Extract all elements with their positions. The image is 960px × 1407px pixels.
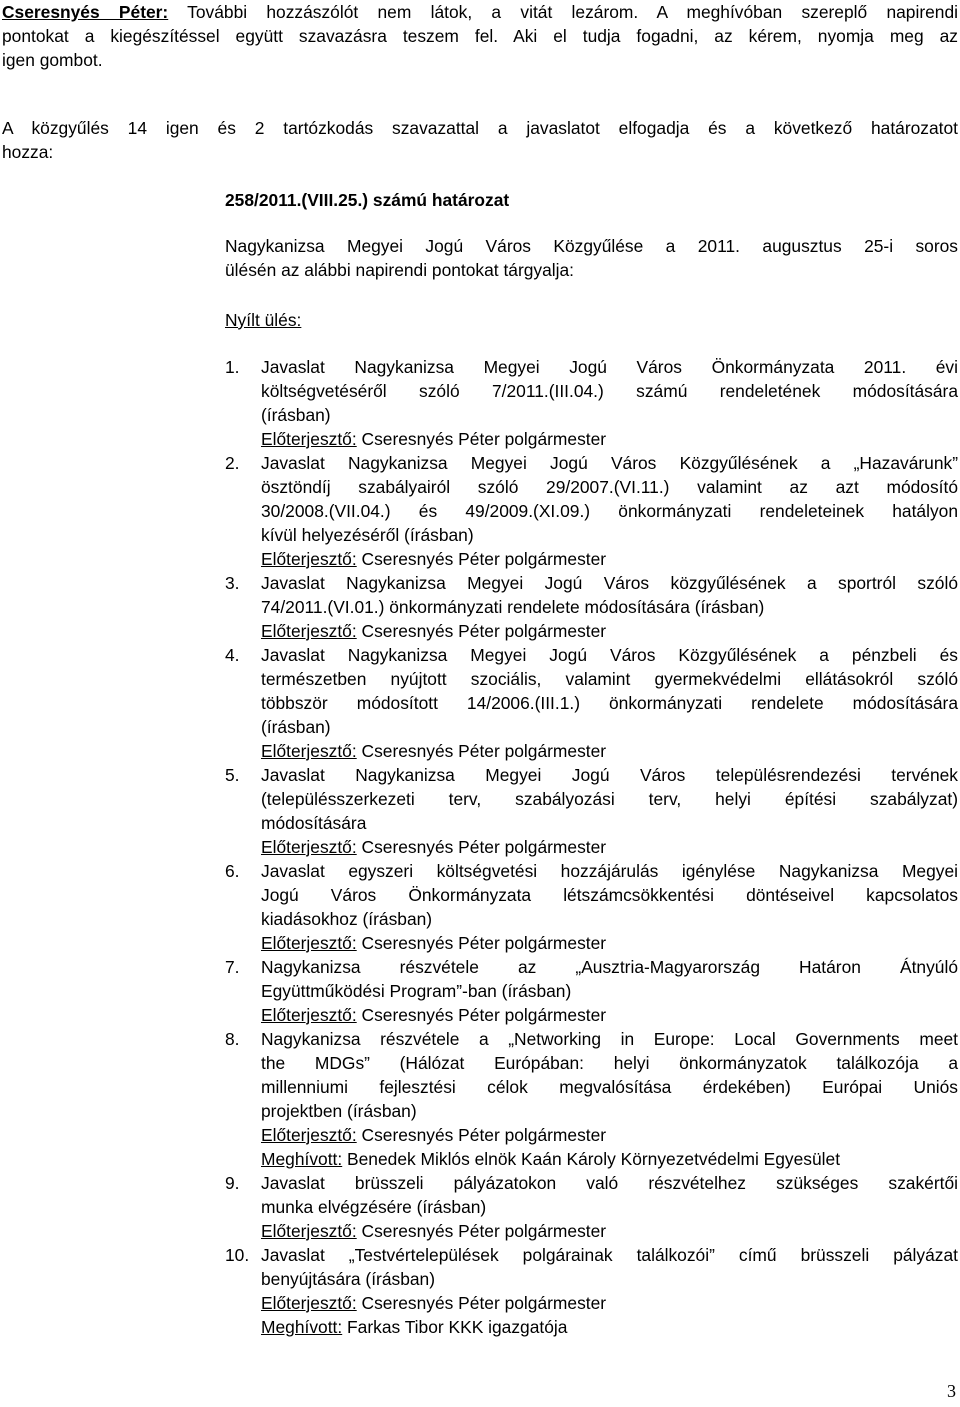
invited-name: Farkas Tibor KKK igazgatója xyxy=(342,1317,568,1337)
presenter-label: Előterjesztő: xyxy=(261,621,357,641)
agenda-item-line: Javaslat egyszeri költségvetési hozzájárulás igénylése Nagykanizsa Megyei xyxy=(261,861,958,881)
presenter-label: Előterjesztő: xyxy=(261,429,357,449)
agenda-item-line: Javaslat Nagykanizsa Megyei Jogú Város közgyűlésének a sportról szóló xyxy=(261,573,958,593)
invited-label: Meghívott: xyxy=(261,1317,343,1337)
agenda-item-line: természetben nyújtott szociális, valamint gyermekvédelmi ellátásokról szóló xyxy=(261,669,958,689)
agenda-item-line: kiadásokhoz (írásban) xyxy=(261,909,433,929)
agenda-item-line: Javaslat brüsszeli pályázatokon való részvételhez szükséges szakértői xyxy=(261,1173,958,1193)
agenda-item xyxy=(225,355,958,451)
presenter-name: Cseresnyés Péter polgármester xyxy=(356,429,607,449)
agenda-item-line: módosítására xyxy=(261,813,367,833)
invited-line xyxy=(261,1147,958,1171)
agenda-item xyxy=(225,451,958,571)
agenda-item-number: 2. xyxy=(225,453,240,473)
presenter-line xyxy=(261,1219,958,1243)
invited-name: Benedek Miklós elnök Kaán Károly Környezetvédelmi Egyesület xyxy=(342,1149,841,1169)
presenter-name: Cseresnyés Péter polgármester xyxy=(356,621,607,641)
resolution-title: 258/2011.(VIII.25.) számú határozat xyxy=(225,190,510,210)
invited-label: Meghívott: xyxy=(261,1149,343,1169)
presenter-name: Cseresnyés Péter polgármester xyxy=(356,1221,607,1241)
agenda-item-line: kívül helyezéséről (írásban) xyxy=(261,525,474,545)
agenda-list xyxy=(225,355,958,1339)
presenter-label: Előterjesztő: xyxy=(261,933,357,953)
agenda-item-line: millenniumi fejlesztési célok megvalósítása érdekében) Európai Uniós xyxy=(261,1077,958,1097)
presenter-label: Előterjesztő: xyxy=(261,1293,357,1313)
agenda-item-number: 8. xyxy=(225,1029,240,1049)
vote-line: A közgyűlés 14 igen és 2 tartózkodás szavazattal a javaslatot elfogadja és a következő határozatot xyxy=(2,118,958,138)
presenter-name: Cseresnyés Péter polgármester xyxy=(356,1125,607,1145)
intro-paragraph xyxy=(2,0,958,72)
agenda-item-line: (településszerkezeti terv, szabályozási terv, helyi építési szabályzat) xyxy=(261,789,958,809)
presenter-line xyxy=(261,547,958,571)
agenda-item xyxy=(225,643,958,763)
agenda-item xyxy=(225,1243,958,1339)
agenda-item-line: (írásban) xyxy=(261,405,331,425)
session-label: Nyílt ülés: xyxy=(225,310,302,330)
resolution-body xyxy=(225,234,958,282)
presenter-name: Cseresnyés Péter polgármester xyxy=(356,837,607,857)
agenda-item-line: Együttműködési Program”-ban (írásban) xyxy=(261,981,572,1001)
agenda-item-number: 1. xyxy=(225,357,240,377)
intro-line: Cseresnyés Péter: További hozzászólót nem látok, a vitát lezárom. A meghívóban szereplő napirendi xyxy=(2,2,958,22)
presenter-label: Előterjesztő: xyxy=(261,741,357,761)
agenda-item-line: Javaslat Nagykanizsa Megyei Jogú Város Közgyűlésének a pénzbeli és xyxy=(261,645,958,665)
agenda-item-number: 3. xyxy=(225,573,240,593)
presenter-label: Előterjesztő: xyxy=(261,1221,357,1241)
page-number: 3 xyxy=(947,1381,956,1401)
agenda-item-line: (írásban) xyxy=(261,717,331,737)
agenda-item-line: projektben (írásban) xyxy=(261,1101,417,1121)
presenter-label: Előterjesztő: xyxy=(261,1125,357,1145)
agenda-item xyxy=(225,571,958,643)
intro-line: igen gombot. xyxy=(2,50,103,70)
vote-line: hozza: xyxy=(2,142,54,162)
resolution-line: ülésén az alábbi napirendi pontokat tárgyalja: xyxy=(225,260,575,280)
resolution-line: Nagykanizsa Megyei Jogú Város Közgyűlése a 2011. augusztus 25-i soros xyxy=(225,236,958,256)
presenter-line xyxy=(261,1291,958,1315)
agenda-item-line: Nagykanizsa részvétele az „Ausztria-Magyarország Határon Átnyúló xyxy=(261,957,958,977)
presenter-line xyxy=(261,427,958,451)
agenda-item xyxy=(225,859,958,955)
agenda-item-line: Jogú Város Önkormányzata létszámcsökkentési döntéseivel kapcsolatos xyxy=(261,885,958,905)
presenter-line xyxy=(261,739,958,763)
agenda-item-line: Javaslat Nagykanizsa Megyei Jogú Város Közgyűlésének a „Hazavárunk” xyxy=(261,453,958,473)
agenda-item-number: 4. xyxy=(225,645,240,665)
agenda-item-line: Javaslat Nagykanizsa Megyei Jogú Város Önkormányzata 2011. évi xyxy=(261,357,958,377)
agenda-item-line: benyújtására (írásban) xyxy=(261,1269,435,1289)
agenda-item-number: 5. xyxy=(225,765,240,785)
speaker-name: Cseresnyés Péter: xyxy=(2,2,169,22)
presenter-line xyxy=(261,619,958,643)
agenda-item-number: 7. xyxy=(225,957,240,977)
agenda-item-line: munka elvégzésére (írásban) xyxy=(261,1197,487,1217)
agenda-item xyxy=(225,955,958,1027)
intro-line: pontokat a kiegészítéssel együtt szavazásra teszem fel. Aki el tudja fogadni, az kérem, nyomja meg az xyxy=(2,26,958,46)
presenter-name: Cseresnyés Péter polgármester xyxy=(356,549,607,569)
vote-paragraph xyxy=(2,116,958,164)
presenter-line xyxy=(261,1003,958,1027)
agenda-item-line: Nagykanizsa részvétele a „Networking in Europe: Local Governments meet xyxy=(261,1029,958,1049)
presenter-name: Cseresnyés Péter polgármester xyxy=(356,1005,607,1025)
agenda-item-line: ösztöndíj szabályairól szóló 29/2007.(VI.11.) valamint az azt módosító xyxy=(261,477,958,497)
agenda-item xyxy=(225,1027,958,1171)
invited-line xyxy=(261,1315,958,1339)
agenda-item xyxy=(225,1171,958,1243)
agenda-item-line: the MDGs” (Hálózat Európában: helyi önkormányzatok találkozója a xyxy=(261,1053,958,1073)
agenda-item-number: 6. xyxy=(225,861,240,881)
presenter-line xyxy=(261,835,958,859)
agenda-item-line: többször módosított 14/2006.(III.1.) önkormányzati rendelete módosítására xyxy=(261,693,958,713)
agenda-item-line: Javaslat „Testvértelepülések polgárainak találkozói” című brüsszeli pályázat xyxy=(261,1245,958,1265)
agenda-item-number: 9. xyxy=(225,1173,240,1193)
agenda-item xyxy=(225,763,958,859)
presenter-name: Cseresnyés Péter polgármester xyxy=(356,741,607,761)
agenda-item-line: költségvetéséről szóló 7/2011.(III.04.) számú rendeletének módosítására xyxy=(261,381,958,401)
presenter-name: Cseresnyés Péter polgármester xyxy=(356,933,607,953)
agenda-item-number: 10. xyxy=(225,1245,250,1265)
presenter-name: Cseresnyés Péter polgármester xyxy=(356,1293,607,1313)
presenter-line xyxy=(261,931,958,955)
agenda-item-line: 30/2008.(VII.04.) és 49/2009.(XI.09.) önkormányzati rendeleteinek hatályon xyxy=(261,501,958,521)
agenda-item-line: Javaslat Nagykanizsa Megyei Jogú Város településrendezési tervének xyxy=(261,765,958,785)
presenter-label: Előterjesztő: xyxy=(261,837,357,857)
presenter-label: Előterjesztő: xyxy=(261,549,357,569)
presenter-line xyxy=(261,1123,958,1147)
agenda-item-line: 74/2011.(VI.01.) önkormányzati rendelete módosítására (írásban) xyxy=(261,597,765,617)
presenter-label: Előterjesztő: xyxy=(261,1005,357,1025)
